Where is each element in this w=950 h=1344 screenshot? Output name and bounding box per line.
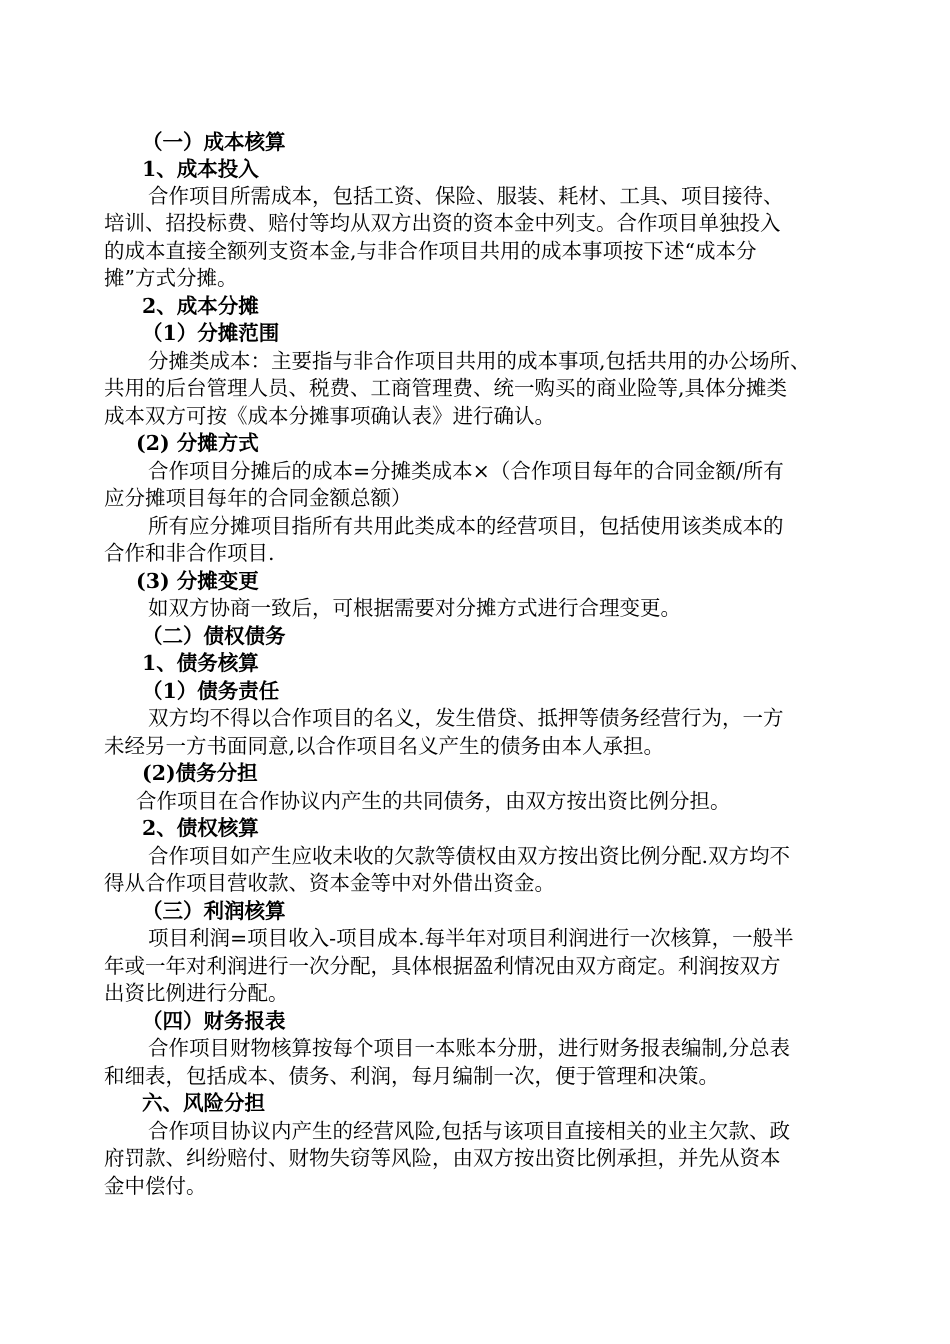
paragraph-line: 和细表，包括成本、债务、利润，每月编制一次，便于管理和决策。 <box>104 1064 719 1088</box>
paragraph-line: 共用的后台管理人员、税费、工商管理费、统一购买的商业险等,具体分摊类 <box>104 376 788 400</box>
paragraph-line: 府罚款、纠纷赔付、财物失窃等风险，由双方按出资比例承担，并先从资本 <box>104 1146 781 1170</box>
paragraph-line: 成本双方可按《成本分摊事项确认表》进行确认。 <box>104 404 555 428</box>
heading-risk-sharing: 六、风险分担 <box>142 1091 265 1115</box>
paragraph-line: 的成本直接全额列支资本金,与非合作项目共用的成本事项按下述“成本分 <box>104 239 757 263</box>
heading-cost-accounting: （一）成本核算 <box>142 130 286 154</box>
heading-profit-accounting: （三）利润核算 <box>142 899 286 923</box>
heading-debt-sharing: (2)债务分担 <box>142 761 258 785</box>
paragraph-line: 未经另一方书面同意,以合作项目名义产生的债务由本人承担。 <box>104 734 665 758</box>
paragraph-line: 合作项目所需成本，包括工资、保险、服装、耗材、工具、项目接待、 <box>148 184 784 208</box>
paragraph-line: 金中偿付。 <box>104 1174 207 1198</box>
paragraph-line: 如双方协商一致后，可根据需要对分摊方式进行合理变更。 <box>148 596 681 620</box>
heading-cost-input: 1、成本投入 <box>142 157 259 181</box>
paragraph-line: 应分摊项目每年的合同金额总额） <box>104 486 412 510</box>
paragraph-line: 合作项目在合作协议内产生的共同债务，由双方按出资比例分担。 <box>136 789 731 813</box>
paragraph-line: 合作项目财物核算按每个项目一本账本分册，进行财务报表编制,分总表 <box>148 1036 791 1060</box>
heading-debts-claims: （二）债权债务 <box>142 624 286 648</box>
heading-financial-statements: （四）财务报表 <box>142 1009 286 1033</box>
heading-allocation-method: (2) 分摊方式 <box>136 431 259 455</box>
paragraph-line: 摊”方式分摊。 <box>104 266 238 290</box>
paragraph-line: 出资比例进行分配。 <box>104 981 289 1005</box>
paragraph-line: 合作项目分摊后的成本=分摊类成本×（合作项目每年的合同金额/所有 <box>148 459 784 483</box>
paragraph-line: 所有应分摊项目指所有共用此类成本的经营项目，包括使用该类成本的 <box>148 514 784 538</box>
heading-allocation-change: (3) 分摊变更 <box>136 569 259 593</box>
paragraph-line: 得从合作项目营收款、资本金等中对外借出资金。 <box>104 871 555 895</box>
heading-claim-accounting: 2、债权核算 <box>142 816 259 840</box>
paragraph-line: 合作和非合作项目. <box>104 541 275 565</box>
paragraph-line: 合作项目如产生应收未收的欠款等债权由双方按出资比例分配.双方均不 <box>148 844 791 868</box>
paragraph-line: 项目利润=项目收入-项目成本.每半年对项目利润进行一次核算，一般半 <box>148 926 794 950</box>
heading-allocation-scope: （1）分摊范围 <box>142 321 280 345</box>
paragraph-line: 培训、招投标费、赔付等均从双方出资的资本金中列支。合作项目单独投入 <box>104 211 781 235</box>
paragraph-line: 年或一年对利润进行一次分配，具体根据盈利情况由双方商定。利润按双方 <box>104 954 781 978</box>
heading-debt-liability: （1）债务责任 <box>142 679 280 703</box>
heading-debt-accounting: 1、债务核算 <box>142 651 259 675</box>
paragraph-line: 分摊类成本：主要指与非合作项目共用的成本事项,包括共用的办公场所、 <box>148 349 811 373</box>
paragraph-line: 双方均不得以合作项目的名义，发生借贷、抵押等债务经营行为，一方 <box>148 706 784 730</box>
heading-cost-allocation: 2、成本分摊 <box>142 294 259 318</box>
paragraph-line: 合作项目协议内产生的经营风险,包括与该项目直接相关的业主欠款、政 <box>148 1119 791 1143</box>
